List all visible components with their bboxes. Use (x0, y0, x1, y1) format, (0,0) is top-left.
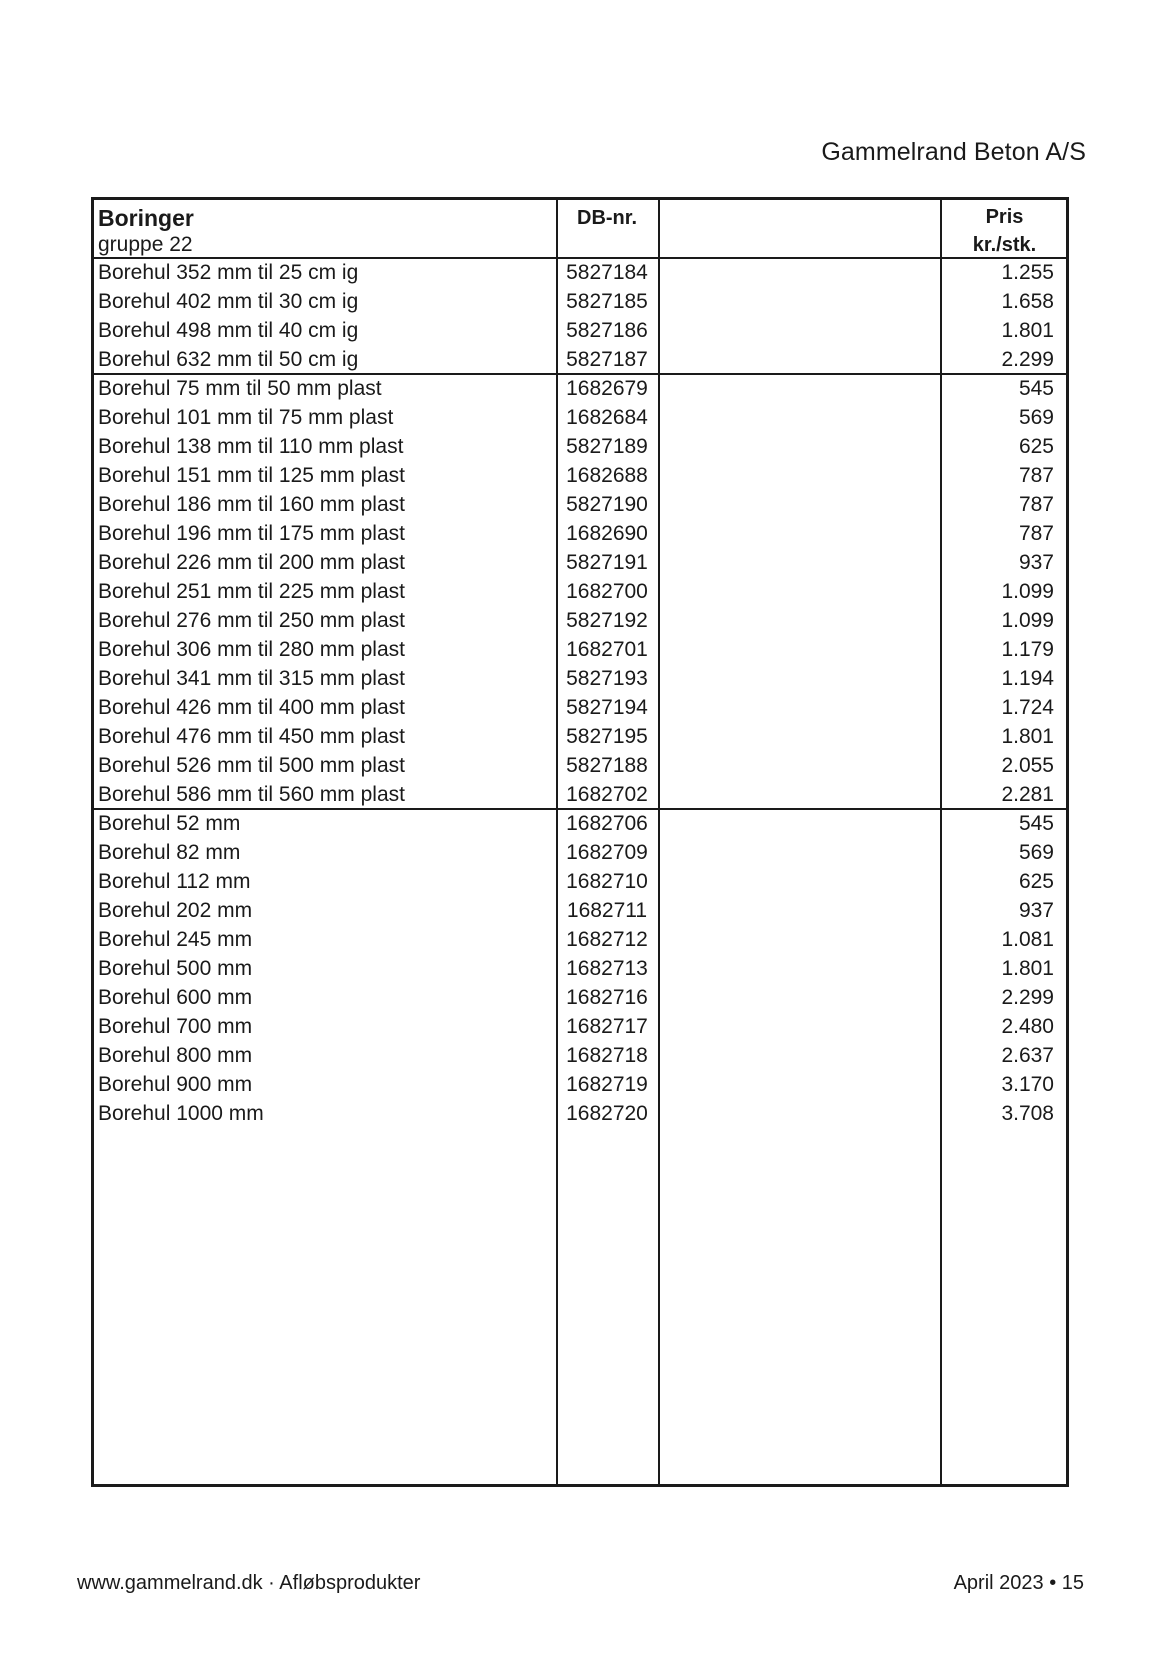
table-row (94, 867, 1066, 896)
table-row (94, 664, 1066, 693)
row-description: Borehul 306 mm til 280 mm plast (98, 638, 405, 661)
table-row (94, 809, 1066, 838)
row-description: Borehul 82 mm (98, 841, 241, 864)
row-price: 937 (1018, 899, 1054, 922)
row-description: Borehul 700 mm (98, 1015, 253, 1038)
row-db-number: 1682684 (566, 406, 648, 429)
row-db-number: 1682690 (566, 522, 648, 545)
table-row (94, 838, 1066, 867)
row-db-number: 1682709 (566, 841, 648, 864)
row-description: Borehul 151 mm til 125 mm plast (98, 464, 405, 487)
table-row (94, 983, 1066, 1012)
row-description: Borehul 498 mm til 40 cm ig (98, 319, 359, 342)
row-description: Borehul 202 mm (98, 899, 253, 922)
section-divider (94, 808, 1066, 810)
table-row (94, 780, 1066, 809)
row-price: 787 (1018, 464, 1054, 487)
row-db-number: 1682712 (566, 928, 648, 951)
row-price: 1.099 (1001, 580, 1054, 603)
row-price: 1.801 (1001, 319, 1054, 342)
row-price: 2.637 (1001, 1044, 1054, 1067)
table-row (94, 577, 1066, 606)
table-row (94, 519, 1066, 548)
row-description: Borehul 402 mm til 30 cm ig (98, 290, 359, 313)
table-row (94, 490, 1066, 519)
row-db-number: 5827192 (566, 609, 648, 632)
row-db-number: 1682720 (566, 1102, 648, 1125)
row-db-number: 5827184 (566, 261, 648, 284)
table-row (94, 461, 1066, 490)
table-row (94, 606, 1066, 635)
table-row (94, 287, 1066, 316)
company-name: Gammelrand Beton A/S (821, 138, 1086, 166)
table-row (94, 374, 1066, 403)
footer-website: www.gammelrand.dk · Afløbsprodukter (77, 1572, 421, 1594)
row-description: Borehul 426 mm til 400 mm plast (98, 696, 405, 719)
row-db-number: 1682716 (566, 986, 648, 1009)
row-price: 1.099 (1001, 609, 1054, 632)
header-divider (94, 257, 1066, 259)
table-row (94, 751, 1066, 780)
row-description: Borehul 900 mm (98, 1073, 253, 1096)
row-description: Borehul 1000 mm (98, 1102, 264, 1125)
row-db-number: 5827188 (566, 754, 648, 777)
row-description: Borehul 245 mm (98, 928, 253, 951)
table-row (94, 925, 1066, 954)
row-description: Borehul 52 mm (98, 812, 241, 835)
row-db-number: 1682688 (566, 464, 648, 487)
row-price: 1.194 (1001, 667, 1054, 690)
row-db-number: 1682719 (566, 1073, 648, 1096)
row-description: Borehul 226 mm til 200 mm plast (98, 551, 405, 574)
row-price: 569 (1018, 841, 1054, 864)
table-row (94, 1041, 1066, 1070)
table-row (94, 1099, 1066, 1128)
row-description: Borehul 586 mm til 560 mm plast (98, 783, 405, 806)
row-description: Borehul 138 mm til 110 mm plast (98, 435, 404, 458)
row-db-number: 1682700 (566, 580, 648, 603)
row-db-number: 5827194 (566, 696, 648, 719)
column-header-price: Pris (985, 206, 1024, 228)
row-description: Borehul 476 mm til 450 mm plast (98, 725, 405, 748)
row-price: 545 (1018, 812, 1054, 835)
footer-page-info: April 2023 • 15 (953, 1572, 1084, 1594)
row-description: Borehul 251 mm til 225 mm plast (98, 580, 405, 603)
row-price: 625 (1018, 435, 1054, 458)
row-description: Borehul 341 mm til 315 mm plast (98, 667, 405, 690)
row-price: 787 (1018, 522, 1054, 545)
row-price: 3.170 (1001, 1073, 1054, 1096)
row-db-number: 5827186 (566, 319, 648, 342)
row-description: Borehul 526 mm til 500 mm plast (98, 754, 405, 777)
table-row (94, 954, 1066, 983)
row-price: 2.299 (1001, 986, 1054, 1009)
row-db-number: 1682702 (566, 783, 648, 806)
column-header-db: DB-nr. (577, 207, 637, 229)
table-row (94, 635, 1066, 664)
table-group: gruppe 22 (98, 233, 193, 256)
row-price: 1.255 (1001, 261, 1054, 284)
table-row (94, 316, 1066, 345)
row-description: Borehul 75 mm til 50 mm plast (98, 377, 382, 400)
table-body (94, 258, 1066, 1128)
row-db-number: 1682713 (566, 957, 648, 980)
row-db-number: 5827185 (566, 290, 648, 313)
row-price: 937 (1018, 551, 1054, 574)
row-db-number: 5827189 (566, 435, 648, 458)
row-db-number: 5827195 (566, 725, 648, 748)
row-db-number: 1682706 (566, 812, 648, 835)
row-description: Borehul 500 mm (98, 957, 253, 980)
row-description: Borehul 600 mm (98, 986, 253, 1009)
row-price: 1.081 (1001, 928, 1054, 951)
row-description: Borehul 276 mm til 250 mm plast (98, 609, 405, 632)
table-row (94, 403, 1066, 432)
table-row (94, 258, 1066, 287)
table-row (94, 896, 1066, 925)
row-db-number: 1682711 (566, 899, 648, 922)
table-row (94, 722, 1066, 751)
row-description: Borehul 632 mm til 50 cm ig (98, 348, 359, 371)
row-db-number: 5827187 (566, 348, 648, 371)
row-price: 1.658 (1001, 290, 1054, 313)
row-price: 1.724 (1001, 696, 1054, 719)
row-db-number: 5827190 (566, 493, 648, 516)
row-price: 1.179 (1001, 638, 1054, 661)
row-price: 625 (1018, 870, 1054, 893)
row-price: 1.801 (1001, 957, 1054, 980)
row-price: 1.801 (1001, 725, 1054, 748)
row-db-number: 5827193 (566, 667, 648, 690)
row-db-number: 1682717 (566, 1015, 648, 1038)
column-header-price-unit: kr./stk. (972, 234, 1037, 256)
row-description: Borehul 112 mm (98, 870, 251, 893)
row-price: 2.299 (1001, 348, 1054, 371)
table-row (94, 693, 1066, 722)
row-description: Borehul 196 mm til 175 mm plast (98, 522, 405, 545)
section-divider (94, 373, 1066, 375)
row-description: Borehul 101 mm til 75 mm plast (98, 406, 394, 429)
row-price: 2.055 (1001, 754, 1054, 777)
table-row (94, 345, 1066, 374)
table-title: Boringer (98, 205, 194, 231)
row-description: Borehul 800 mm (98, 1044, 253, 1067)
row-db-number: 1682679 (566, 377, 648, 400)
table-row (94, 1070, 1066, 1099)
row-price: 2.480 (1001, 1015, 1054, 1038)
row-description: Borehul 186 mm til 160 mm plast (98, 493, 405, 516)
price-table (91, 197, 1069, 1487)
row-price: 787 (1018, 493, 1054, 516)
table-row (94, 432, 1066, 461)
row-price: 3.708 (1001, 1102, 1054, 1125)
row-description: Borehul 352 mm til 25 cm ig (98, 261, 359, 284)
row-price: 2.281 (1001, 783, 1054, 806)
table-row (94, 548, 1066, 577)
row-db-number: 1682710 (566, 870, 648, 893)
row-price: 569 (1018, 406, 1054, 429)
row-db-number: 1682718 (566, 1044, 648, 1067)
row-db-number: 5827191 (566, 551, 648, 574)
row-price: 545 (1018, 377, 1054, 400)
table-row (94, 1012, 1066, 1041)
row-db-number: 1682701 (566, 638, 648, 661)
